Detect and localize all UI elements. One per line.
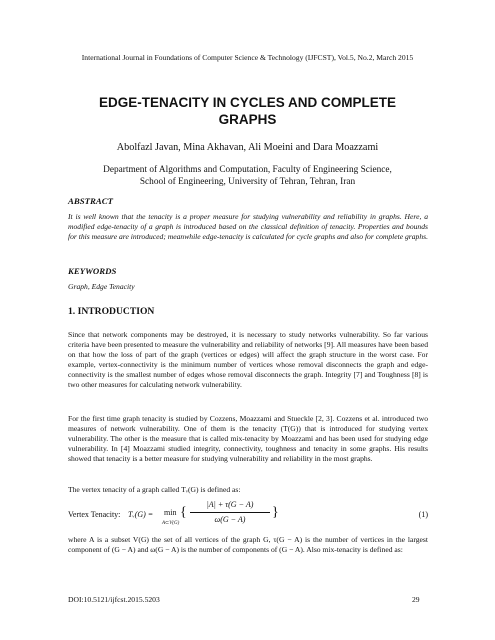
equation-1: [68, 500, 428, 532]
keywords-text: Graph, Edge Tenacity: [68, 282, 135, 291]
affiliation: Department of Algorithms and Computation, Faculty of Engineering Science, School of Engineering, University of Tehran, Tehran, Iran: [103, 165, 392, 187]
authors: Abolfazl Javan, Mina Akhavan, Ali Moeini and Dara Moazzami: [116, 142, 379, 153]
intro-paragraph-1: Since that network components may be destroyed, it is necessary to study networks vulnerability. So far various criteria have been presented to measure the vulnerability and reliability of networks [9]. All measures have been based on that how the loss of part of the graph (vertices or edges) will affect the graph structure in the worst case. For example, vertex-connectivity is the minimum number of vertices whose removal disconnects the graph and edge-connectivity is the smallest number of edges whose removal disconnects the graph. Integrity [7] and Toughness [8] is two other measures for calculating network vulnerability.: [68, 330, 428, 390]
title-line-1: EDGE-TENACITY IN CYCLES AND COMPLETE: [98, 95, 397, 110]
formula-denominator: ω(G − A): [214, 515, 246, 524]
intro-paragraph-3: The vertex tenacity of a graph called Tᵥ(G) is defined as:: [68, 485, 241, 494]
formula-min: min: [164, 508, 177, 517]
formula-subscript: A⊂V(G): [162, 521, 180, 526]
intro-paragraph-2: For the first time graph tenacity is studied by Cozzens, Moazzami and Stueckle [2, 3]. Cozzens et al. introduced two measures of network vulnerability. One of them is the tenacity (T(G)) that is introduced for studying vertex vulnerability. The other is the measure that is called mix-tenacity by Moazzami and has been used for studying edge vulnerability. In [4] Moazzami studied integrity, connectivity, toughness and tenacity in some graphs. His results showed that tenacity is a better measure for studying vulnerability and reliability in the most graphs.: [68, 414, 428, 464]
equation-number: (1): [418, 510, 428, 519]
doi: DOI:10.5121/ijfcst.2015.5203: [68, 595, 160, 604]
formula-math: [128, 500, 328, 534]
paper-title: [0, 94, 495, 128]
formula-numerator: |A| + τ(G − A): [206, 500, 254, 509]
abstract-heading: ABSTRACT: [68, 196, 113, 206]
title-line-2: GRAPHS: [218, 112, 277, 127]
formula-brace-right: }: [272, 505, 279, 520]
page-number: 29: [412, 595, 420, 604]
journal-header: International Journal in Foundations of Computer Science & Technology (IJFCST), Vol.5, No.2, March 2015: [81, 53, 414, 62]
formula-lhs: Tᵥ(G) =: [128, 510, 154, 519]
section-heading-introduction: 1. INTRODUCTION: [68, 306, 155, 317]
fraction-bar: [190, 512, 270, 513]
formula-label: Vertex Tenacity:: [68, 510, 121, 519]
keywords-heading: KEYWORDS: [68, 266, 117, 276]
intro-paragraph-4: where A is a subset V(G) the set of all vertices of the graph G, τ(G − A) is the number of vertices in the largest component of (G − A) and ω(G − A) is the number of components of (G − A). Also mix-tenacity is defined as:: [68, 535, 428, 555]
abstract-text: It is well known that the tenacity is a proper measure for studying vulnerability and reliability in graphs. Here, a modified edge-tenacity of a graph is introduced based on the classical definition of tenacity. Properties and bounds for this measure are introduced; meanwhile edge-tenacity is calculated for cycle graphs and also for complete graphs.: [68, 212, 429, 242]
formula-brace-left: {: [180, 505, 187, 520]
